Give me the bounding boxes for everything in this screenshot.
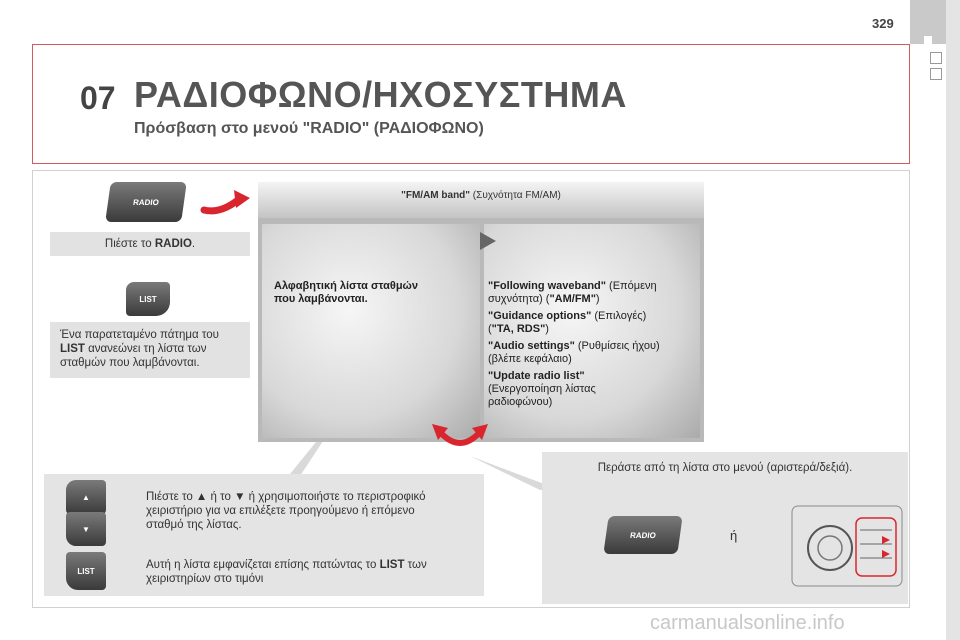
steering-text: των — [404, 559, 427, 571]
menu-item-rest: (Επιλογές) — [591, 310, 647, 322]
menu-item-pre: (βλέπε κεφάλαιο) — [488, 353, 572, 365]
list-button[interactable] — [126, 282, 170, 316]
up-arrow-icon: ▲ — [82, 492, 90, 502]
menu-item-update-radio-list[interactable] — [488, 370, 698, 409]
page-title: ΡΑΔΙΟΦΩΝΟ/ΗΧΟΣΥΣΤΗΜΑ — [134, 74, 627, 115]
long-press-line2: ανανεώνει τη λίστα των — [84, 343, 207, 355]
menu-item-bold: "Following waveband" — [488, 280, 606, 292]
steering-text-line3: σταθμό της λίστας. — [146, 519, 242, 531]
station-list-panel[interactable] — [262, 224, 480, 438]
steering-text-line2: χειριστήριο για να επιλέξετε προηγούμενο ή επόμενο — [146, 505, 415, 517]
square-icon — [930, 52, 942, 64]
menu-item-pre: συχνότητα) ( — [488, 293, 550, 305]
up-button[interactable] — [66, 480, 106, 514]
list-steering-button[interactable] — [66, 552, 106, 590]
press-radio-suffix: . — [191, 238, 196, 250]
red-arrow-icon — [200, 186, 252, 216]
console-knob-illustration — [786, 500, 908, 592]
navigate-text: Περάστε από τη λίστα στο μενού (αριστερά/δεξιά). — [597, 462, 853, 474]
menu-item-rest: (Ρυθμίσεις ήχου) — [574, 340, 660, 352]
red-double-arrow-icon — [430, 420, 490, 456]
page-number: 329 — [872, 16, 894, 31]
steering-instruction-2 — [146, 558, 478, 586]
radio-button-alt-label: RADIO — [629, 530, 657, 540]
long-press-bold: LIST — [60, 343, 85, 355]
menu-item-guidance-options[interactable] — [488, 310, 698, 336]
fm-am-band-label: "FM/AM band" — [401, 190, 471, 201]
steering-text: Πιέστε το — [146, 491, 196, 503]
menu-item-audio-settings[interactable] — [488, 340, 698, 366]
radio-button-label: RADIO — [132, 197, 160, 207]
long-press-note — [50, 322, 250, 378]
steering-text: ή το — [207, 491, 235, 503]
up-arrow-icon: ▲ — [195, 491, 208, 503]
list-steering-label: LIST — [77, 566, 95, 576]
menu-item-bold: "Audio settings" — [488, 340, 575, 352]
fm-am-band-desc: (Συχνότητα FM/AM) — [470, 190, 561, 201]
menu-item-post: ) — [545, 323, 549, 335]
radio-button-alt[interactable] — [603, 516, 682, 554]
radio-button[interactable] — [105, 182, 187, 222]
menu-item-pre: ( — [488, 323, 492, 335]
steering-text-line2: χειριστηρίων στο τιμόνι — [146, 573, 264, 585]
press-radio-text: Πιέστε το — [104, 238, 155, 250]
steering-list-bold: LIST — [379, 559, 405, 571]
screen-header-text — [258, 190, 704, 201]
long-press-line1: Ένα παρατεταμένο πάτημα του — [60, 329, 219, 341]
chapter-number: 07 — [80, 80, 116, 116]
down-button[interactable] — [66, 512, 106, 546]
steering-text: ή χρησιμοποιήστε το περιστροφικό — [245, 491, 426, 503]
menu-item-following-waveband[interactable] — [488, 280, 698, 306]
long-press-line3: σταθμών που λαμβάνονται. — [60, 357, 200, 369]
list-button-label: LIST — [139, 294, 157, 304]
menu-item-bold: "Guidance options" — [488, 310, 592, 322]
station-list-line2: που λαμβάνονται. — [274, 293, 368, 305]
menu-item-bold: "Update radio list" — [488, 370, 585, 382]
page-tab-marker — [924, 36, 932, 44]
menu-item-line3: ραδιοφώνου) — [488, 396, 553, 408]
watermark: carmanualsonline.info — [650, 612, 845, 634]
menu-item-post: ) — [595, 293, 600, 305]
play-arrow-icon — [480, 232, 496, 250]
page-edge-strip — [946, 0, 960, 640]
or-label: ή — [730, 528, 738, 543]
menu-item-rest: (Επόμενη — [606, 280, 657, 292]
press-radio-bold: RADIO — [154, 238, 192, 250]
menu-item-bold: "TA, RDS" — [491, 323, 546, 335]
station-list-label — [274, 280, 474, 306]
down-arrow-icon: ▼ — [82, 524, 90, 534]
steering-instruction-1 — [146, 490, 478, 532]
page-subtitle: Πρόσβαση στο μενού "RADIO" (ΡΑΔΙΟΦΩΝΟ) — [134, 120, 484, 137]
down-arrow-icon: ▼ — [234, 491, 246, 503]
menu-item-bold: "AM/FM" — [549, 293, 596, 305]
station-list-line1: Αλφαβητική λίστα σταθμών — [274, 280, 418, 292]
steering-text: Αυτή η λίστα εμφανίζεται επίσης πατώντας το — [146, 559, 380, 571]
menu-item-pre: (Ενεργοποίηση λίστας — [488, 383, 596, 395]
square-icon — [930, 68, 942, 80]
press-radio-note — [50, 232, 250, 256]
